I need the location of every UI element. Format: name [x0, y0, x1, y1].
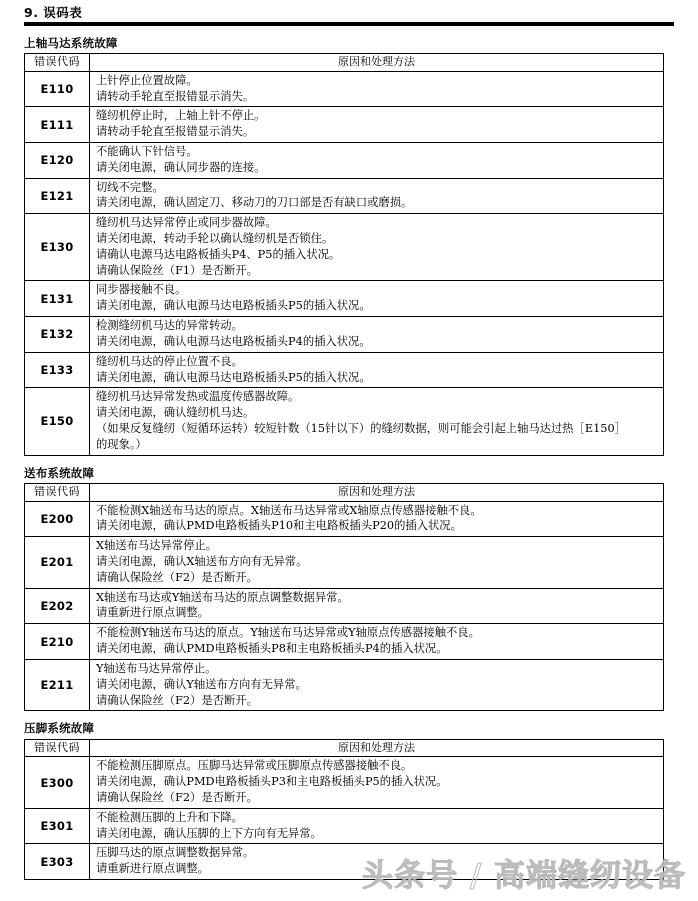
description-line: X轴送布马达异常停止。: [96, 539, 218, 553]
table-row: [25, 624, 664, 660]
error-code-cell: E200: [25, 501, 90, 537]
column-header-description: 原因和处理方法: [90, 739, 664, 757]
error-code-cell: E303: [25, 844, 90, 880]
description-line: 请关闭电源，确认固定刀、移动刀的刀口部是否有缺口或磨损。: [96, 196, 413, 210]
description-line: 缝纫机马达异常发热或温度传感器故障。: [96, 390, 300, 404]
description-line: Y轴送布马达异常停止。: [96, 661, 217, 675]
table-row: [25, 281, 664, 317]
error-code-table: [24, 483, 664, 712]
heading-rule: [24, 22, 674, 26]
description-line: 请关闭电源，确认PMD电路板插头P8和主电路板插头P4的插入状况。: [96, 642, 448, 656]
section-title: 送布系统故障: [24, 465, 95, 480]
error-description-cell: [90, 588, 664, 624]
table-row: [25, 537, 664, 588]
error-description-cell: [90, 214, 664, 281]
error-code-cell: E300: [25, 757, 90, 808]
table-row: [25, 844, 664, 880]
description-line: 请转动手轮直至报错显示消失。: [96, 89, 255, 103]
column-header-code: 错误代码: [25, 483, 90, 501]
page-title: 9. 误码表: [24, 5, 83, 20]
error-description-cell: [90, 281, 664, 317]
table-row: [25, 757, 664, 808]
table-row: [25, 107, 664, 143]
error-code-cell: E210: [25, 624, 90, 660]
description-line: 请重新进行原点调整。: [96, 862, 209, 876]
error-code-cell: E133: [25, 352, 90, 388]
description-line: 切线不完整。: [96, 180, 164, 194]
description-line: 请重新进行原点调整。: [96, 606, 209, 620]
description-line: 请关闭电源，确认缝纫机马达。: [96, 406, 255, 420]
watermark: 头条号 / 高端缝纫设备: [362, 858, 686, 894]
error-code-cell: E120: [25, 142, 90, 178]
error-code-cell: E301: [25, 808, 90, 844]
column-header-description: 原因和处理方法: [90, 53, 664, 71]
description-line: 请关闭电源，确认PMD电路板插头P3和主电路板插头P5的插入状况。: [96, 775, 448, 789]
table-header-row: [25, 739, 664, 757]
error-code-cell: E201: [25, 537, 90, 588]
table-header-row: [25, 53, 664, 71]
description-line: 缝纫机马达的停止位置不良。: [96, 354, 243, 368]
description-line: 上针停止位置故障。: [96, 73, 198, 87]
table-row: [25, 214, 664, 281]
description-line: 不能检测压脚原点。压脚马达异常或压脚原点传感器接触不良。: [96, 759, 413, 773]
description-line: 同步器接触不良。: [96, 283, 187, 297]
sections-container: [0, 37, 698, 880]
error-code-cell: E202: [25, 588, 90, 624]
description-line: 不能检测压脚的上升和下降。: [96, 810, 243, 824]
description-line: 的现象。）: [96, 437, 147, 451]
error-description-cell: [90, 808, 664, 844]
description-line: 请关闭电源，确认X轴送布方向有无异常。: [96, 555, 308, 568]
table-row: [25, 659, 664, 710]
page: [0, 6, 698, 901]
description-line: 请关闭电源，确认同步器的连接。: [96, 160, 266, 174]
description-line: 请关闭电源，确认压脚的上下方向有无异常。: [96, 826, 322, 840]
error-code-cell: E130: [25, 214, 90, 281]
description-line: 请转动手轮直至报错显示消失。: [96, 125, 255, 139]
description-line: 请确认电源马达电路板插头P4、P5的插入状况。: [96, 247, 341, 261]
description-line: （如果反复缝纫（短循环运转）较短针数（15针以下）的缝纫数据，则可能会引起上轴马达过热［E150］: [96, 421, 626, 435]
table-row: [25, 808, 664, 844]
description-line: X轴送布马达或Y轴送布马达的原点调整数据异常。: [96, 590, 349, 604]
error-description-cell: [90, 71, 664, 107]
error-description-cell: [90, 107, 664, 143]
description-line: 请关闭电源，转动手轮以确认缝纫机是否锁住。: [96, 232, 334, 246]
table-row: [25, 178, 664, 214]
error-code-cell: E132: [25, 317, 90, 353]
table-header-row: [25, 483, 664, 501]
description-line: 压脚马达的原点调整数据异常。: [96, 846, 255, 860]
error-section: [24, 37, 674, 456]
error-code-cell: E121: [25, 178, 90, 214]
description-line: 不能检测X轴送布马达的原点。X轴送布马达异常或X轴原点传感器接触不良。: [96, 503, 482, 517]
table-row: [25, 388, 664, 455]
error-code-cell: E131: [25, 281, 90, 317]
error-section: [24, 467, 674, 712]
description-line: 请确认保险丝（F2）是否断开。: [96, 693, 258, 707]
table-row: [25, 142, 664, 178]
table-row: [25, 352, 664, 388]
table-row: [25, 317, 664, 353]
column-header-code: 错误代码: [25, 53, 90, 71]
description-line: 缝纫机停止时，上轴上针不停止。: [96, 109, 266, 123]
error-description-cell: [90, 659, 664, 710]
description-line: 检测缝纫机马达的异常转动。: [96, 319, 243, 333]
error-description-cell: [90, 844, 664, 880]
error-description-cell: [90, 757, 664, 808]
description-line: 请确认保险丝（F1）是否断开。: [96, 263, 258, 277]
description-line: 请确认保险丝（F2）是否断开。: [96, 570, 258, 584]
error-section: [24, 722, 674, 880]
error-code-cell: E110: [25, 71, 90, 107]
description-line: 请关闭电源，确认Y轴送布方向有无异常。: [96, 677, 307, 691]
description-line: 请关闭电源，确认电源马达电路板插头P5的插入状况。: [96, 370, 371, 384]
table-row: [25, 71, 664, 107]
description-line: 请关闭电源，确认电源马达电路板插头P5的插入状况。: [96, 299, 371, 313]
description-line: 不能确认下针信号。: [96, 144, 198, 158]
description-line: 请确认保险丝（F2）是否断开。: [96, 790, 258, 804]
error-description-cell: [90, 178, 664, 214]
description-line: 请关闭电源，确认PMD电路板插头P10和主电路板插头P20的插入状况。: [96, 519, 462, 533]
description-line: 不能检测Y轴送布马达的原点。Y轴送布马达异常或Y轴原点传感器接触不良。: [96, 626, 480, 640]
error-description-cell: [90, 537, 664, 588]
error-description-cell: [90, 624, 664, 660]
column-header-description: 原因和处理方法: [90, 483, 664, 501]
error-code-table: [24, 739, 664, 880]
error-description-cell: [90, 352, 664, 388]
description-line: 请关闭电源，确认电源马达电路板插头P4的插入状况。: [96, 334, 371, 348]
error-code-cell: E211: [25, 659, 90, 710]
description-line: 缝纫机马达异常停止或同步器故障。: [96, 216, 277, 230]
error-description-cell: [90, 317, 664, 353]
error-description-cell: [90, 142, 664, 178]
error-code-table: [24, 53, 664, 456]
table-row: [25, 501, 664, 537]
column-header-code: 错误代码: [25, 739, 90, 757]
error-description-cell: [90, 388, 664, 455]
section-title: 压脚系统故障: [24, 721, 95, 736]
error-code-cell: E150: [25, 388, 90, 455]
error-code-cell: E111: [25, 107, 90, 143]
section-title: 上轴马达系统故障: [24, 35, 118, 50]
error-description-cell: [90, 501, 664, 537]
table-row: [25, 588, 664, 624]
